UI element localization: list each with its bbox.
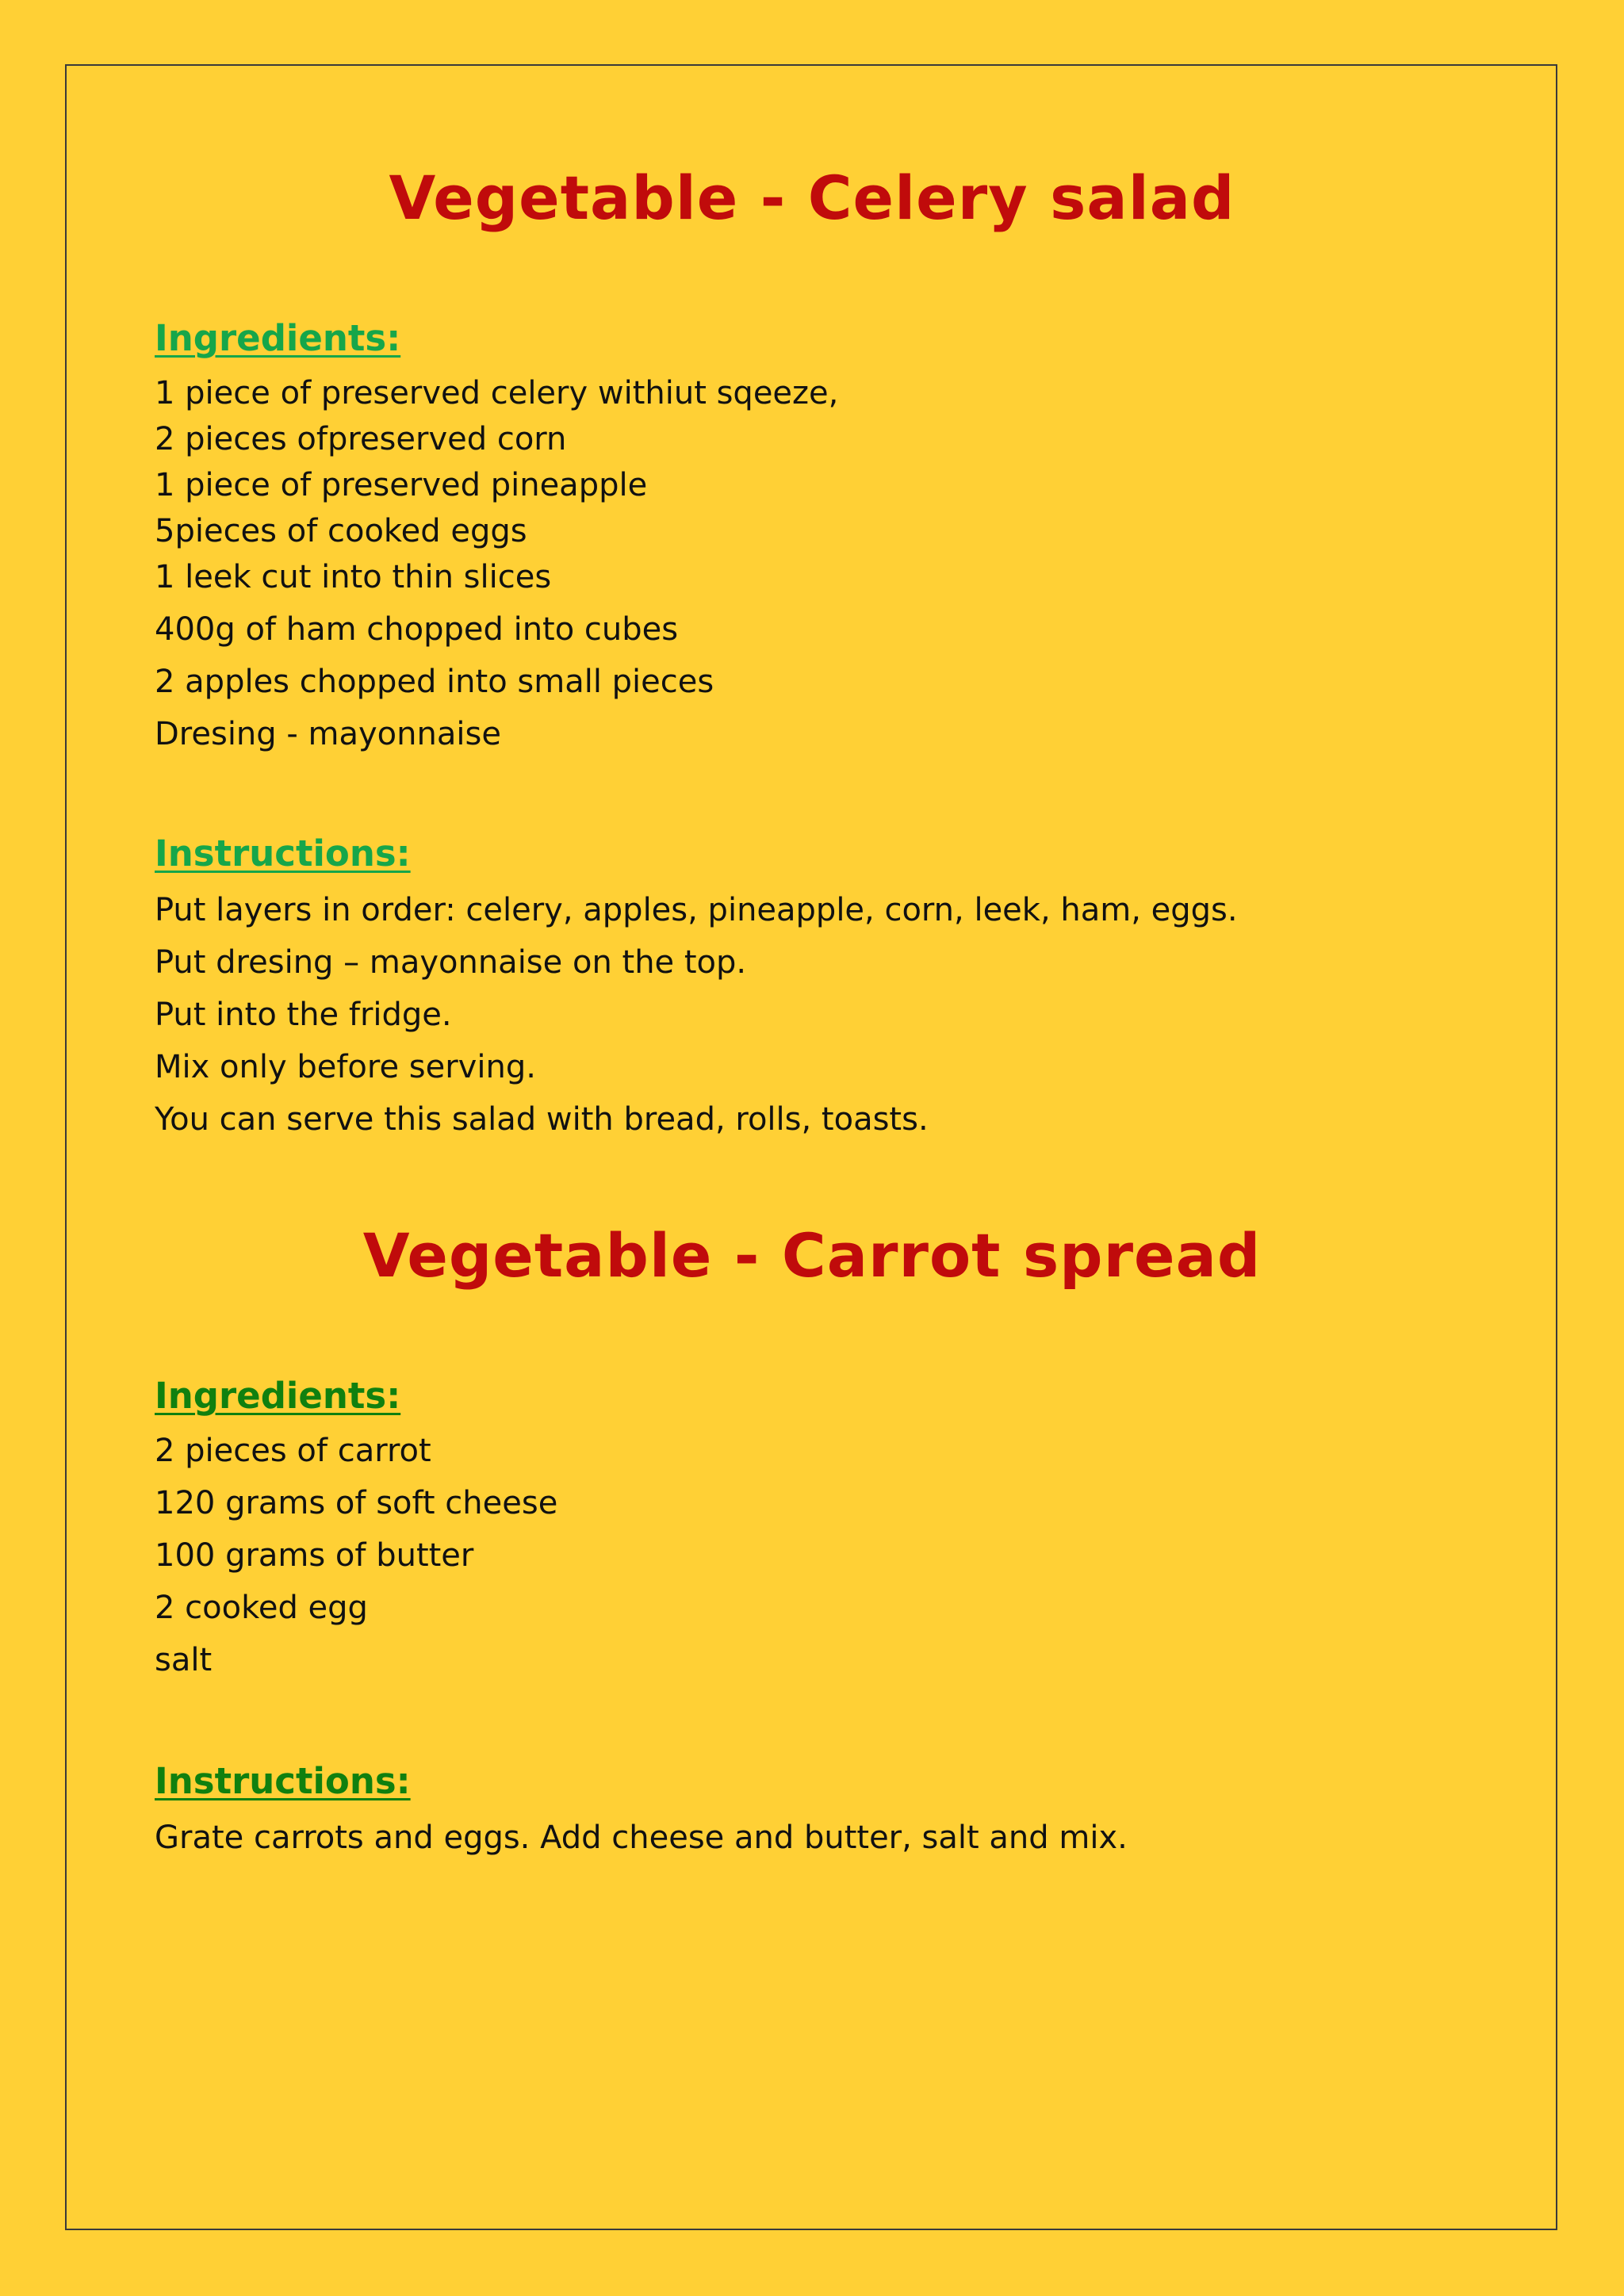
recipe-title-carrot-spread: Vegetable - Carrot spread <box>362 1220 1262 1291</box>
recipe-title-celery-salad: Vegetable - Celery salad <box>389 163 1235 233</box>
instructions-heading-celery-salad: Instructions: <box>155 832 411 874</box>
instructions-heading-carrot-spread: Instructions: <box>155 1760 411 1802</box>
ingredients-heading-carrot-spread: Ingredients: <box>155 1375 401 1417</box>
ingredients-heading-celery-salad: Ingredients: <box>155 317 401 359</box>
